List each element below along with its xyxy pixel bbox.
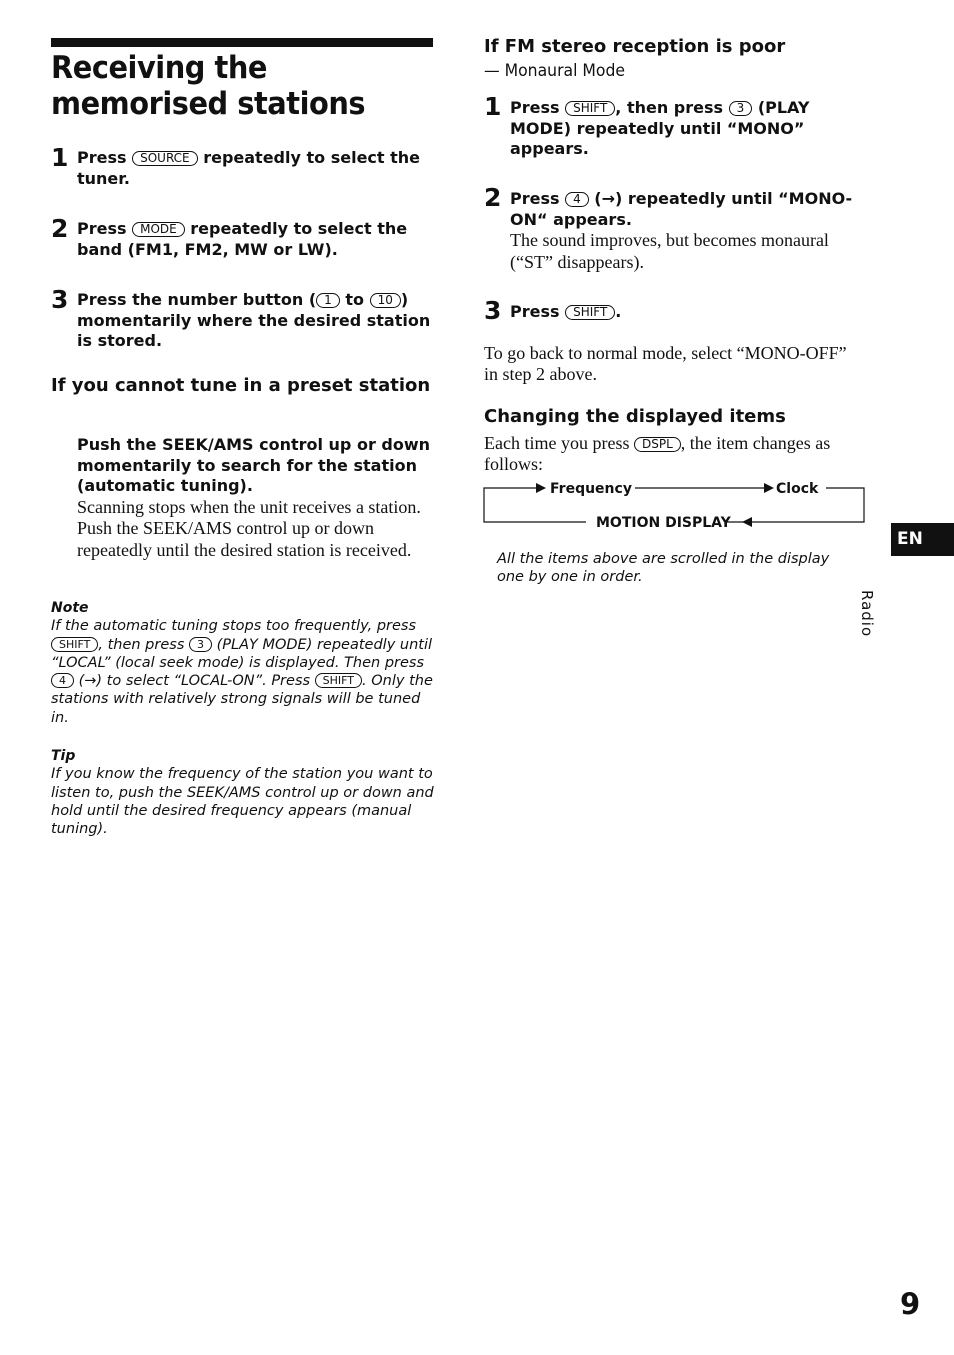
- right-step-1-text: Press SHIFT , then press 3 (PLAY MODE) repeatedly until “MONO” appears.: [510, 98, 810, 158]
- shift-key: SHIFT: [315, 673, 362, 688]
- note-block: Note If the automatic tuning stops too frequently, press SHIFT , then press 3 (PLAY MODE) repeatedly until “LOCAL” (local seek mode) is displayed. Then press 4 (→) to select “LOCAL-ON”. Press SHIFT . Only the stations with relatively strong signals will be tuned in.: [51, 599, 436, 727]
- step-3-text: Press the number button ( 1 to 10 ) momentarily where the desired station is stored.: [77, 290, 431, 350]
- arrow-right-icon: [764, 483, 774, 493]
- key-3: 3: [189, 637, 212, 652]
- page-number: 9: [900, 1287, 921, 1321]
- cycle-frequency: Frequency: [550, 481, 632, 497]
- key-3: 3: [729, 101, 753, 116]
- arrow-left-icon: [742, 517, 752, 527]
- right-step-1-number: 1: [484, 92, 502, 121]
- fm-heading: If FM stereo reception is poor: [484, 36, 786, 57]
- arrow-right-icon: [536, 483, 546, 493]
- step-3-number: 3: [51, 285, 69, 314]
- fm-subheading: — Monaural Mode: [484, 61, 626, 81]
- preset-explanation: Scanning stops when the unit receives a station. Push the SEEK/AMS control up or down repeatedly until the desired station is received.: [77, 496, 421, 560]
- shift-key: SHIFT: [51, 637, 98, 652]
- section-label: Radio: [858, 590, 876, 638]
- source-key: SOURCE: [132, 151, 198, 166]
- preset-heading: If you cannot tune in a preset station: [51, 375, 431, 396]
- right-step-3-text: Press SHIFT .: [510, 302, 622, 321]
- key-4: 4: [51, 673, 74, 688]
- page-title: Receiving the memorised stations: [51, 50, 366, 122]
- step-2-text: Press MODE repeatedly to select the band (FM1, FM2, MW or LW).: [77, 219, 408, 259]
- right-step-2-explanation: The sound improves, but becomes monaural (“ST” disappears).: [510, 230, 829, 272]
- display-heading: Changing the displayed items: [484, 406, 786, 427]
- right-step-2-text: Press 4 (→) repeatedly until “MONO-ON“ appears. The sound improves, but becomes monaural (“ST” disappears).: [510, 189, 853, 272]
- mode-key: MODE: [132, 222, 185, 237]
- cycle-clock: Clock: [776, 481, 819, 497]
- shift-key: SHIFT: [565, 101, 615, 116]
- tip-title: Tip: [51, 748, 76, 764]
- cycle-motion-display: MOTION DISPLAY: [596, 515, 731, 531]
- shift-key: SHIFT: [565, 305, 615, 320]
- display-note: All the items above are scrolled in the display one by one in order.: [497, 551, 830, 586]
- display-intro: Each time you press DSPL , the item changes as follows:: [484, 433, 831, 474]
- key-1: 1: [316, 293, 340, 308]
- normal-mode-text: To go back to normal mode, select “MONO-OFF” in step 2 above.: [484, 343, 847, 384]
- preset-instruction: Push the SEEK/AMS control up or down momentarily to search for the station (automatic tuning). Scanning stops when the unit receives a station. Push the SEEK/AMS control up or down repeatedly until the desired station is received.: [77, 435, 431, 560]
- right-step-3-number: 3: [484, 296, 502, 325]
- step-1-text: Press SOURCE repeatedly to select the tuner.: [77, 148, 421, 188]
- right-step-2-number: 2: [484, 183, 502, 212]
- note-title: Note: [51, 600, 89, 616]
- language-tab: EN: [891, 523, 954, 556]
- dspl-key: DSPL: [634, 437, 681, 452]
- title-rule: [51, 38, 433, 47]
- key-10: 10: [370, 293, 401, 308]
- step-2-number: 2: [51, 214, 69, 243]
- tip-block: Tip If you know the frequency of the station you want to listen to, push the SEEK/AMS control up or down and hold until the desired frequency appears (manual tuning).: [51, 747, 436, 838]
- key-4: 4: [565, 192, 589, 207]
- step-1-number: 1: [51, 143, 69, 172]
